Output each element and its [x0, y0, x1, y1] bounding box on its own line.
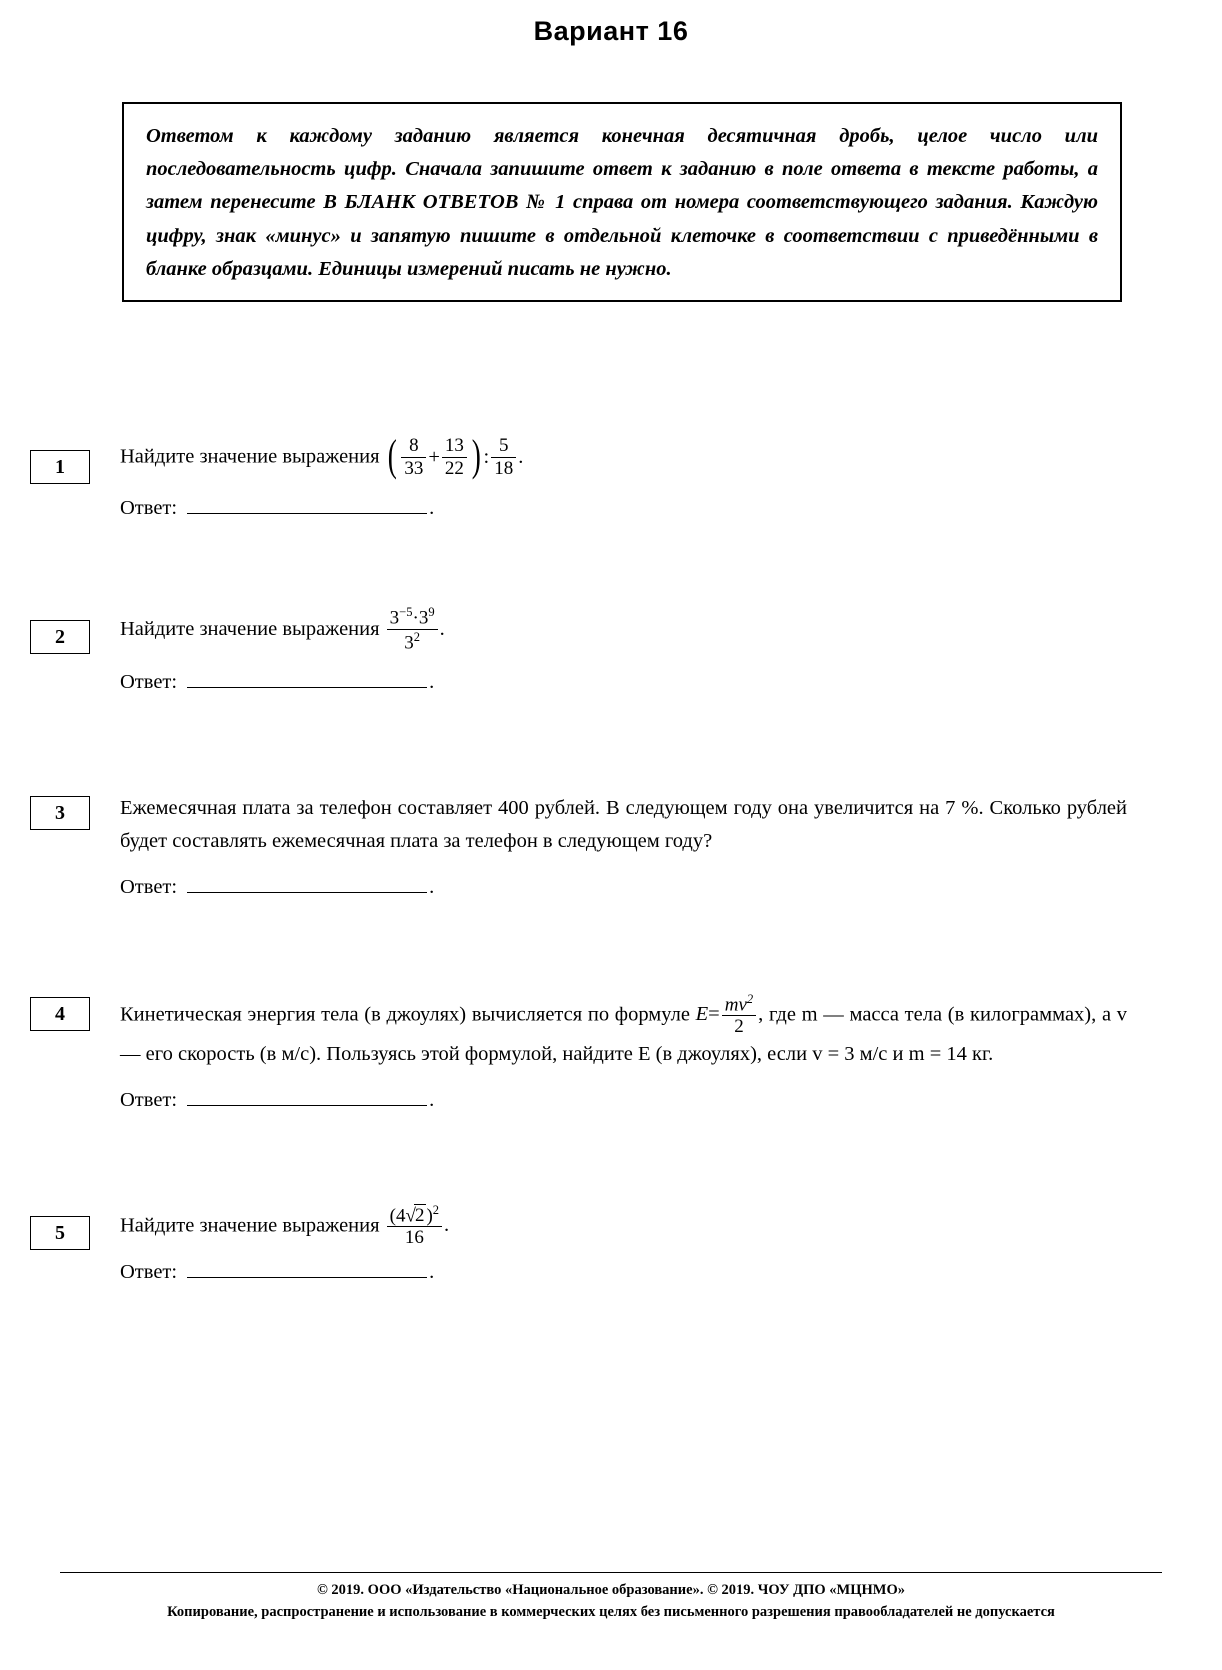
fraction-8-33: $\frac{8}{33}$ — [401, 435, 426, 479]
task-statement — [120, 606, 1127, 654]
task-text: Найдите значение выражения — [120, 1214, 380, 1237]
task-item — [0, 792, 1222, 898]
answer-blank[interactable] — [187, 670, 427, 688]
comma: , — [758, 1003, 764, 1026]
page-footer — [60, 1572, 1162, 1624]
task-statement: Ежемесячная плата за телефон составляет 400 рублей. В следующем году она увеличится на 7 %. Сколько рублей будет составлять ежемесячная плата за телефон в следующем году? — [120, 797, 1127, 853]
task-number-box: 1 — [30, 450, 90, 484]
usage-notice-line: Копирование, распространение и использование в коммерческих целях без письменного разрешения правообладателей не допускается — [167, 1603, 1055, 1620]
kinetic-energy-formula — [695, 991, 769, 1038]
task-text-part1: Кинетическая энергия тела (в джоулях) вычисляется по формуле — [120, 1003, 690, 1026]
formula-lhs: E — [695, 1003, 709, 1026]
task-text-part2: где m — масса тела (в килограммах), а v — его скорость (в м/с). Пользуясь этой формулой, найдите E (в джоулях), если v = 3 м/с и m = 14 кг. — [120, 1003, 1128, 1066]
answer-label: Ответ: — [120, 671, 178, 694]
numerator: (4√2 )$^2$ — [389, 1202, 440, 1226]
left-paren: ( — [387, 431, 397, 480]
task-number-box: 2 — [30, 620, 90, 654]
answer-blank[interactable] — [187, 1088, 427, 1106]
task-item — [0, 606, 1222, 694]
answer-label: Ответ: — [120, 875, 178, 898]
denominator: 16 — [387, 1226, 442, 1248]
task-item — [0, 993, 1222, 1112]
period: . — [439, 617, 445, 640]
denominator: $3^2$ — [387, 629, 438, 654]
copyright-line: © 2019. ООО «Издательство «Национальное образование». © 2019. ЧОУ ДПО «МЦНМО» — [316, 1582, 906, 1598]
equals-sign: = — [708, 1003, 720, 1026]
answer-blank[interactable] — [187, 496, 427, 514]
numerator: $mv^2$ — [724, 991, 754, 1015]
task-item — [0, 431, 1222, 520]
task-number-box: 5 — [30, 1216, 90, 1250]
tasks-list — [0, 431, 1222, 1284]
radical-fraction — [387, 1203, 442, 1249]
task-number-box: 3 — [30, 796, 90, 830]
divide-sign: : — [483, 445, 490, 468]
answer-label: Ответ: — [120, 1260, 178, 1283]
period: . — [518, 445, 524, 468]
task-number-box: 4 — [30, 997, 90, 1031]
answer-label: Ответ: — [120, 1088, 178, 1111]
numerator: $3^{-5}\cdot 3^9$ — [389, 605, 435, 629]
answer-label: Ответ: — [120, 497, 178, 519]
right-paren: ) — [471, 431, 481, 480]
page-title: Вариант 16 — [533, 16, 689, 46]
answer-blank[interactable] — [187, 1260, 427, 1278]
answer-row: Ответ: . — [120, 671, 435, 694]
answer-row: Ответ: . — [120, 497, 435, 519]
denominator: 2 — [722, 1015, 756, 1037]
task-formula — [385, 1202, 450, 1249]
task-formula — [385, 431, 524, 480]
task-text: Найдите значение выражения — [120, 617, 380, 640]
answer-row: Ответ: . — [120, 1260, 435, 1283]
fraction-13-22: $\frac{13}{22}$ — [442, 435, 467, 479]
formula-fraction — [722, 992, 756, 1038]
plus-sign: + — [428, 445, 440, 468]
power-fraction — [387, 605, 438, 653]
period: . — [444, 1214, 450, 1237]
task-text: Найдите значение выражения — [120, 445, 380, 468]
task-statement — [120, 431, 1127, 480]
task-formula — [385, 605, 445, 653]
answer-blank[interactable] — [187, 875, 427, 893]
fraction-5-18: $\frac{5}{18}$ — [491, 435, 516, 479]
task-item — [0, 1204, 1222, 1284]
instructions-text: Ответом к каждому заданию является конечная десятичная дробь, целое число или последовательность цифр. Сначала запишите ответ к заданию в поле ответа в тексте работы, а затем перенесите В БЛАНК ОТВЕТОВ № 1 справа от номера соответствующего задания. Каждую цифру, знак «минус» и запятую пишите в отдельной клеточке в соответствии с приведёнными в бланке образцами. Единицы измерений писать не нужно. — [146, 125, 1098, 280]
task-statement — [120, 993, 1127, 1072]
answer-row: Ответ: . — [120, 875, 435, 898]
task-statement — [120, 1204, 1127, 1250]
answer-row: Ответ: . — [120, 1088, 435, 1111]
exam-page — [0, 16, 1222, 1670]
instructions-box — [122, 102, 1122, 302]
